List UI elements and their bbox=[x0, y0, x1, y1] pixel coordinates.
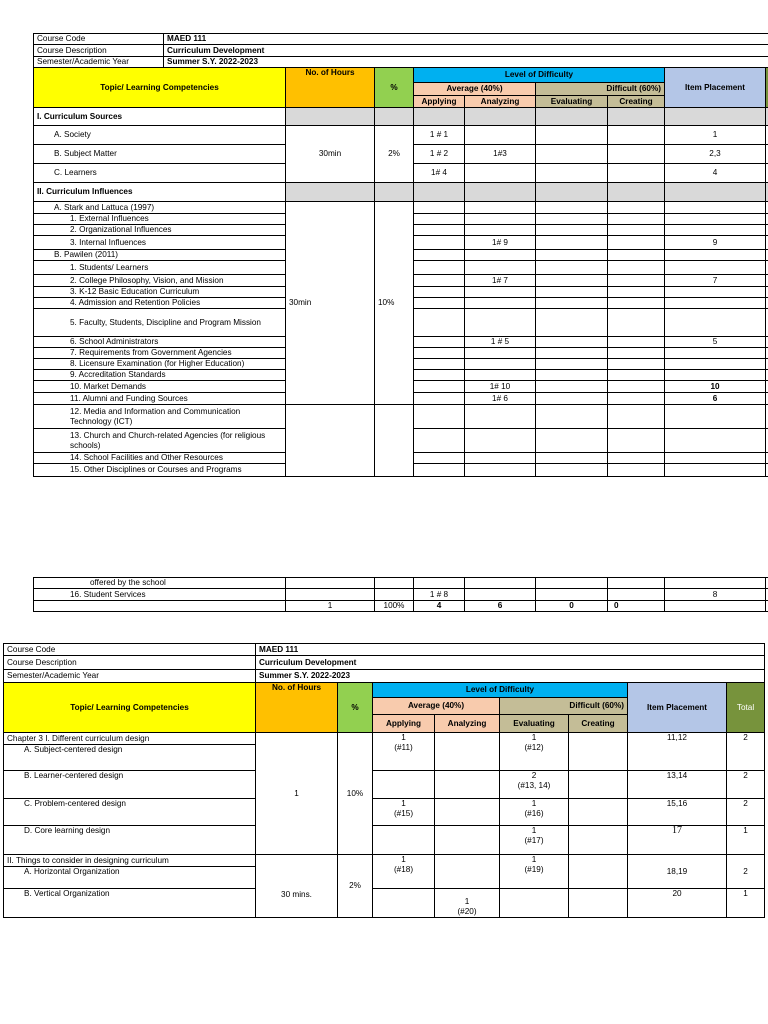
hours-cell: 30 mins. bbox=[256, 855, 338, 918]
analyzing-cell bbox=[465, 453, 536, 464]
topic-row: 2. College Philosophy, Vision, and Mission bbox=[34, 275, 286, 287]
topic-row: C. Learners bbox=[34, 164, 286, 183]
analyzing-cell: 1#3 bbox=[465, 145, 536, 164]
placement-cell bbox=[665, 225, 766, 236]
course-code-label: Course Code bbox=[4, 644, 256, 656]
percent-cell: 10% bbox=[375, 202, 414, 405]
topic-row: A. Horizontal Organization bbox=[4, 867, 256, 889]
topic-row: 1. Students/ Learners bbox=[34, 261, 286, 275]
applying-cell: 1 (#18) bbox=[373, 855, 435, 889]
analyzing-cell: 1# 10 bbox=[465, 381, 536, 393]
semester: Summer S.Y. 2022-2023 bbox=[256, 670, 765, 683]
analyzing-cell bbox=[465, 348, 536, 359]
topic-row: 14. School Facilities and Other Resources bbox=[34, 453, 286, 464]
percent-cell: 2% bbox=[338, 855, 373, 918]
topic-row: 13. Church and Church-related Agencies (for religious schools) bbox=[34, 429, 286, 453]
header-hours: No. of Hours bbox=[256, 683, 338, 733]
topic-row: 15. Other Disciplines or Courses and Programs bbox=[34, 464, 286, 477]
header-percent: % bbox=[338, 683, 373, 733]
total-cell: 2 bbox=[727, 771, 765, 799]
analyzing-cell bbox=[465, 250, 536, 261]
analyzing-cell bbox=[465, 261, 536, 275]
topic-row: 4. Admission and Retention Policies bbox=[34, 298, 286, 309]
evaluating-cell: 1 (#19) bbox=[500, 855, 569, 889]
placement-cell bbox=[665, 429, 766, 453]
analyzing-cell: 1 # 5 bbox=[465, 337, 536, 348]
analyzing-cell bbox=[465, 309, 536, 337]
course-description-label: Course Description bbox=[34, 45, 164, 57]
header-creating: Creating bbox=[569, 715, 628, 733]
header-hours: No. of Hours bbox=[286, 68, 375, 108]
topic-row: 1. External Influences bbox=[34, 214, 286, 225]
placement-cell: 20 bbox=[628, 889, 727, 918]
placement-cell bbox=[665, 250, 766, 261]
header-analyzing: Analyzing bbox=[435, 715, 500, 733]
topic-row: A. Society bbox=[34, 126, 286, 145]
header-placement: Item Placement bbox=[628, 683, 727, 733]
header-placement: Item Placement bbox=[665, 68, 766, 108]
evaluating-cell: 1 (#17) bbox=[500, 826, 569, 855]
analyzing-cell bbox=[465, 405, 536, 429]
tos-table-page1-continued bbox=[33, 577, 768, 612]
tos-table-page2 bbox=[3, 643, 765, 918]
topic-row: D. Core learning design bbox=[4, 826, 256, 855]
analyzing-cell: 1# 9 bbox=[465, 236, 536, 250]
percent-cell: 2% bbox=[375, 126, 414, 183]
placement-cell: 5 bbox=[665, 337, 766, 348]
course-code: MAED 111 bbox=[164, 34, 768, 45]
total-cell: 2 bbox=[727, 733, 765, 771]
topic-row: 7. Requirements from Government Agencies bbox=[34, 348, 286, 359]
analyzing-cell bbox=[465, 359, 536, 370]
analyzing-cell bbox=[465, 214, 536, 225]
placement-cell: 13,14 bbox=[628, 771, 727, 799]
evaluating-cell: 2 (#13, 14) bbox=[500, 771, 569, 799]
applying-cell: 1 # 1 bbox=[414, 126, 465, 145]
analyzing-cell bbox=[465, 202, 536, 214]
header-creating: Creating bbox=[608, 96, 665, 108]
total-cell: 2 bbox=[727, 855, 765, 889]
placement-cell bbox=[665, 405, 766, 429]
placement-cell: 11,12 bbox=[628, 733, 727, 771]
header-level: Level of Difficulty bbox=[414, 68, 665, 83]
header-level: Level of Difficulty bbox=[373, 683, 628, 698]
percent-cell: 10% bbox=[338, 733, 373, 855]
topic-row: 10. Market Demands bbox=[34, 381, 286, 393]
semester-label: Semester/Academic Year bbox=[4, 670, 256, 683]
analyzing-cell bbox=[465, 225, 536, 236]
total-cell: 1 bbox=[727, 826, 765, 855]
placement-cell bbox=[665, 298, 766, 309]
analyzing-cell: 1 (#20) bbox=[435, 889, 500, 918]
total-percent: 100% bbox=[375, 601, 414, 612]
course-description-label: Course Description bbox=[4, 656, 256, 670]
topic-row: 2. Organizational Influences bbox=[34, 225, 286, 236]
placement-cell: 15,16 bbox=[628, 799, 727, 826]
hours-cell: 1 bbox=[256, 733, 338, 855]
topic-row: A. Subject-centered design bbox=[4, 745, 256, 771]
course-code: MAED 111 bbox=[256, 644, 765, 656]
placement-cell bbox=[665, 453, 766, 464]
placement-cell bbox=[665, 261, 766, 275]
applying-cell: 1# 4 bbox=[414, 164, 465, 183]
header-difficult: Difficult (60%) bbox=[536, 83, 665, 96]
placement-cell: 1 bbox=[665, 126, 766, 145]
header-total: Total bbox=[727, 683, 765, 733]
course-description: Curriculum Development bbox=[164, 45, 768, 57]
placement-cell bbox=[665, 287, 766, 298]
placement-cell bbox=[665, 214, 766, 225]
semester-label: Semester/Academic Year bbox=[34, 57, 164, 68]
total-analyzing: 6 bbox=[465, 601, 536, 612]
placement-cell: 6 bbox=[665, 393, 766, 405]
analyzing-cell bbox=[465, 464, 536, 477]
total-applying: 4 bbox=[414, 601, 465, 612]
total-creating: 0 bbox=[608, 601, 665, 612]
course-description: Curriculum Development bbox=[256, 656, 765, 670]
section-title: II. Curriculum Influences bbox=[34, 183, 286, 202]
header-applying: Applying bbox=[414, 96, 465, 108]
placement-cell bbox=[665, 348, 766, 359]
section-title: I. Curriculum Sources bbox=[34, 108, 286, 126]
header-percent: % bbox=[375, 68, 414, 108]
tos-table-page1 bbox=[33, 33, 768, 477]
evaluating-cell: 1 (#12) bbox=[500, 733, 569, 771]
analyzing-cell bbox=[465, 429, 536, 453]
analyzing-cell: 1# 6 bbox=[465, 393, 536, 405]
topic-row: offered by the school bbox=[34, 578, 286, 589]
placement-cell: 2,3 bbox=[665, 145, 766, 164]
applying-cell: 1 (#15) bbox=[373, 799, 435, 826]
header-average: Average (40%) bbox=[414, 83, 536, 96]
topic-row: C. Problem-centered design bbox=[4, 799, 256, 826]
placement-cell: 9 bbox=[665, 236, 766, 250]
total-evaluating: 0 bbox=[536, 601, 608, 612]
course-code-label: Course Code bbox=[34, 34, 164, 45]
section-title: II. Things to consider in designing curriculum bbox=[4, 855, 256, 867]
topic-row: B. Learner-centered design bbox=[4, 771, 256, 799]
placement-cell bbox=[665, 202, 766, 214]
total-cell: 2 bbox=[727, 799, 765, 826]
header-topic: Topic/ Learning Competencies bbox=[34, 68, 286, 108]
topic-row: 11. Alumni and Funding Sources bbox=[34, 393, 286, 405]
placement-cell: 4 bbox=[665, 164, 766, 183]
header-topic: Topic/ Learning Competencies bbox=[4, 683, 256, 733]
topic-row: 5. Faculty, Students, Discipline and Program Mission bbox=[34, 309, 286, 337]
header-evaluating: Evaluating bbox=[536, 96, 608, 108]
topic-row: 6. School Administrators bbox=[34, 337, 286, 348]
topic-row: B. Pawilen (2011) bbox=[34, 250, 286, 261]
topic-row: 3. Internal Influences bbox=[34, 236, 286, 250]
placement-cell: 8 bbox=[665, 589, 766, 601]
topic-row: A. Stark and Lattuca (1997) bbox=[34, 202, 286, 214]
placement-cell: 18,19 bbox=[628, 855, 727, 889]
header-evaluating: Evaluating bbox=[500, 715, 569, 733]
analyzing-cell bbox=[465, 298, 536, 309]
semester: Summer S.Y. 2022-2023 bbox=[164, 57, 768, 68]
topic-row: B. Vertical Organization bbox=[4, 889, 256, 918]
hours-cell: 30min bbox=[286, 202, 375, 405]
header-applying: Applying bbox=[373, 715, 435, 733]
placement-cell bbox=[665, 464, 766, 477]
section-title: Chapter 3 I. Different curriculum design bbox=[4, 733, 256, 745]
topic-row: 16. Student Services bbox=[34, 589, 286, 601]
total-hours: 1 bbox=[286, 601, 375, 612]
placement-cell: 7 bbox=[665, 275, 766, 287]
topic-row: 12. Media and Information and Communication Technology (ICT) bbox=[34, 405, 286, 429]
analyzing-cell bbox=[465, 287, 536, 298]
header-difficult: Difficult (60%) bbox=[500, 698, 628, 715]
applying-cell: 1 (#11) bbox=[373, 733, 435, 771]
evaluating-cell: 1 (#16) bbox=[500, 799, 569, 826]
analyzing-cell: 1# 7 bbox=[465, 275, 536, 287]
topic-row: 3. K-12 Basic Education Curriculum bbox=[34, 287, 286, 298]
header-average: Average (40%) bbox=[373, 698, 500, 715]
hours-cell: 30min bbox=[286, 126, 375, 183]
topic-row: 8. Licensure Examination (for Higher Education) bbox=[34, 359, 286, 370]
applying-cell: 1 # 2 bbox=[414, 145, 465, 164]
topic-row: 9. Accreditation Standards bbox=[34, 370, 286, 381]
applying-cell: 1 # 8 bbox=[414, 589, 465, 601]
placement-cell: 17 bbox=[628, 826, 727, 855]
topic-row: B. Subject Matter bbox=[34, 145, 286, 164]
placement-cell bbox=[665, 359, 766, 370]
analyzing-cell bbox=[465, 370, 536, 381]
header-analyzing: Analyzing bbox=[465, 96, 536, 108]
placement-cell: 10 bbox=[665, 381, 766, 393]
placement-cell bbox=[665, 370, 766, 381]
total-cell: 1 bbox=[727, 889, 765, 918]
placement-cell bbox=[665, 309, 766, 337]
